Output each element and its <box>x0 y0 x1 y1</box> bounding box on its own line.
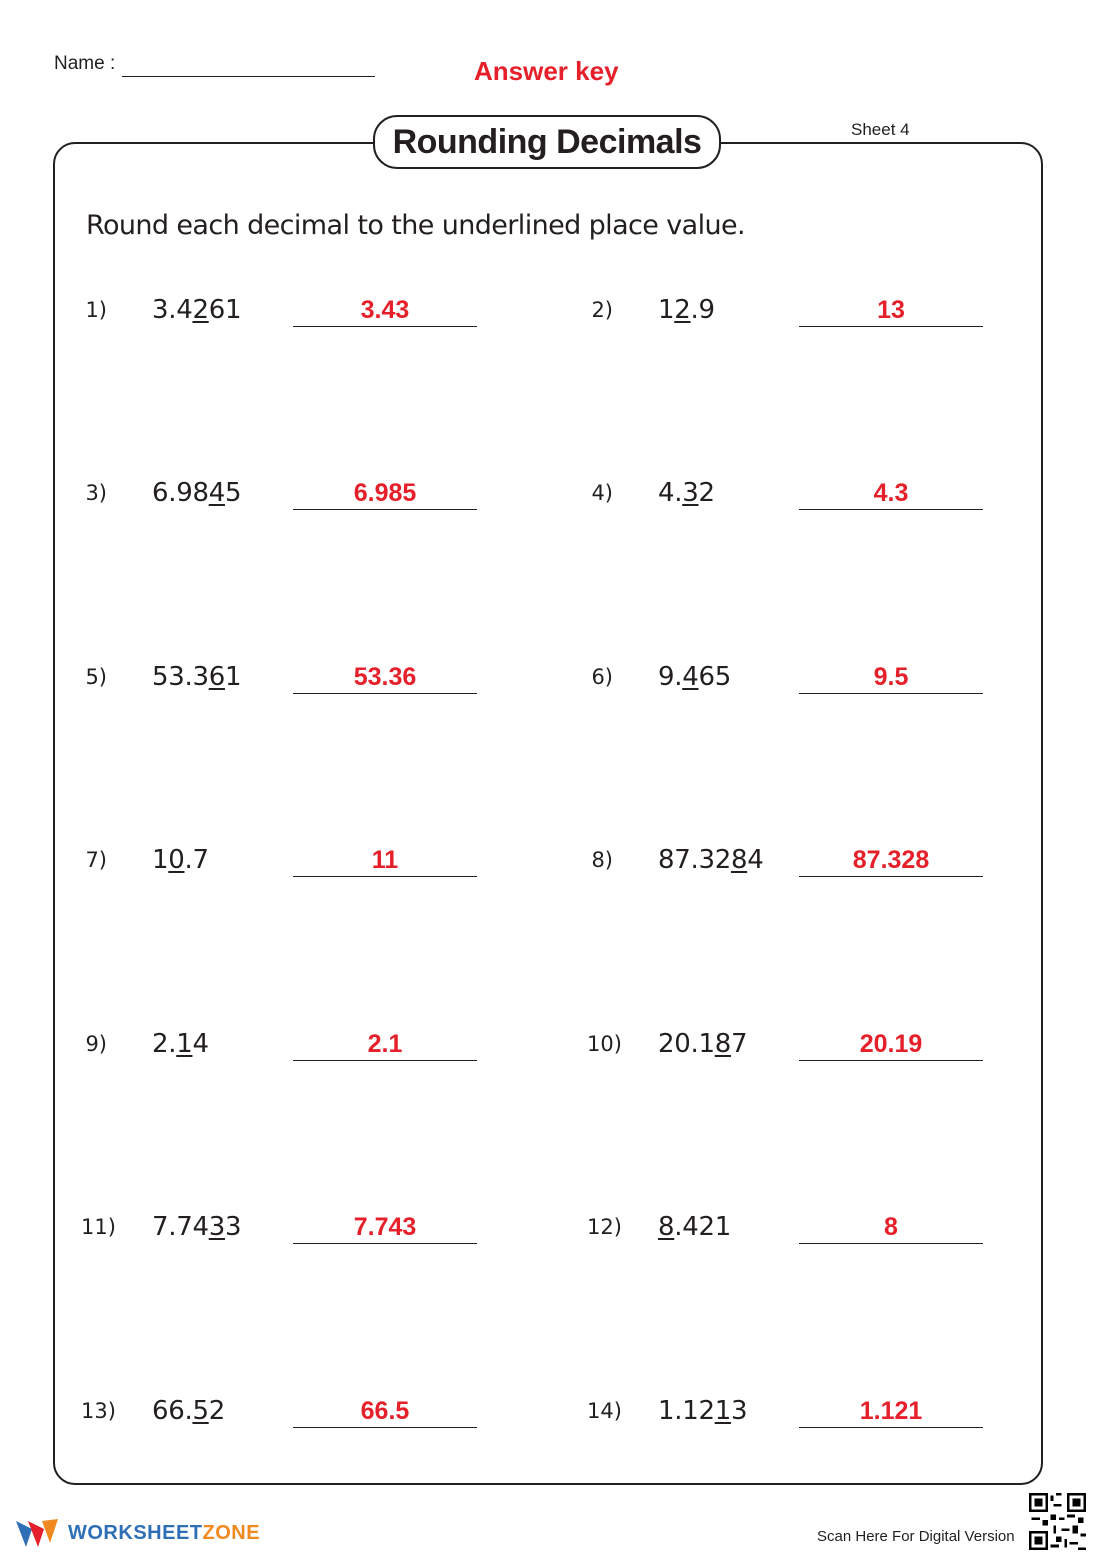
answer-text: 3.43 <box>360 296 410 324</box>
decimal-value <box>152 1211 241 1243</box>
answer-text: 7.743 <box>353 1213 417 1241</box>
problem-number: 4) <box>591 481 613 505</box>
decimal-value <box>658 1395 747 1427</box>
decimal-value <box>152 661 241 693</box>
problem-item <box>81 661 541 711</box>
decimal-digits-before: 9. <box>658 662 683 692</box>
problem-number: 7) <box>85 848 107 872</box>
decimal-digits-before: 20.1 <box>658 1029 715 1059</box>
answer-text: 2.1 <box>367 1030 403 1058</box>
scan-instruction: Scan Here For Digital Version <box>817 1528 1015 1545</box>
problem-number: 5) <box>85 665 107 689</box>
problem-item <box>81 1028 541 1078</box>
underlined-digit: 8 <box>730 845 748 875</box>
answer-line <box>293 326 477 327</box>
problem-item <box>81 294 541 344</box>
problem-item <box>587 1395 1047 1445</box>
problem-number: 12) <box>587 1215 622 1239</box>
answer-line <box>293 876 477 877</box>
problem-item <box>81 477 541 527</box>
decimal-digits-after: 65 <box>698 662 731 692</box>
page-title <box>373 115 721 169</box>
answer-line <box>293 1427 477 1428</box>
brand-name <box>68 1522 260 1545</box>
decimal-digits-before: 7.74 <box>152 1212 209 1242</box>
decimal-digits-after: 3 <box>224 1212 242 1242</box>
page-title-text: Rounding Decimals <box>392 122 702 161</box>
problem-number: 1) <box>85 298 107 322</box>
worksheetzone-logo-icon <box>14 1515 60 1551</box>
underlined-digit: 0 <box>168 845 185 875</box>
answer-text: 53.36 <box>353 663 417 691</box>
answer-text: 9.5 <box>873 663 909 691</box>
underlined-digit: 3 <box>208 1212 225 1242</box>
problem-number: 14) <box>587 1399 622 1423</box>
decimal-digits-after: 2 <box>208 1396 225 1426</box>
underlined-digit: 6 <box>208 662 225 692</box>
decimal-digits-after: 4 <box>192 1029 209 1059</box>
decimal-digits-after: .7 <box>184 845 209 875</box>
answer-line <box>799 509 983 510</box>
answer-key-label: Answer key <box>474 56 619 86</box>
answer-line <box>293 1060 477 1061</box>
problem-number: 9) <box>85 1032 107 1056</box>
decimal-value <box>152 294 241 326</box>
problem-number: 8) <box>591 848 613 872</box>
problem-item <box>587 661 1047 711</box>
answer-line <box>799 1427 983 1428</box>
answer-line <box>293 693 477 694</box>
instruction-text: Round each decimal to the underlined place value. <box>86 210 745 241</box>
decimal-value <box>152 1395 225 1427</box>
decimal-digits-before: 4. <box>658 478 683 508</box>
decimal-value <box>658 294 715 326</box>
decimal-digits-before: 53.3 <box>152 662 209 692</box>
underlined-digit: 4 <box>208 478 225 508</box>
decimal-value <box>152 477 241 509</box>
decimal-digits-after: 4 <box>747 845 764 875</box>
underlined-digit: 5 <box>192 1396 209 1426</box>
underlined-digit: 2 <box>674 295 691 325</box>
brand-name-part1: WORKSHEET <box>68 1521 203 1544</box>
answer-text: 8 <box>884 1213 898 1241</box>
decimal-digits-after: .421 <box>674 1212 731 1242</box>
sheet-number: Sheet 4 <box>851 120 910 139</box>
answer-text: 1.121 <box>859 1397 923 1425</box>
brand-name-part2: ZONE <box>202 1521 261 1544</box>
decimal-value <box>152 844 209 876</box>
underlined-digit: 2 <box>192 295 209 325</box>
answer-text: 66.5 <box>360 1397 410 1425</box>
decimal-value <box>658 1028 747 1060</box>
decimal-digits-after: 61 <box>208 295 242 325</box>
decimal-value <box>658 477 715 509</box>
problem-number: 2) <box>591 298 613 322</box>
decimal-digits-after: 7 <box>730 1029 748 1059</box>
decimal-digits-after: 5 <box>224 478 242 508</box>
decimal-value <box>658 844 763 876</box>
problem-item <box>587 1028 1047 1078</box>
problem-item <box>81 1395 541 1445</box>
answer-text: 87.328 <box>852 846 930 874</box>
decimal-digits-after: 3 <box>730 1396 748 1426</box>
decimal-digits-before: 6.98 <box>152 478 209 508</box>
underlined-digit: 1 <box>176 1029 193 1059</box>
decimal-value <box>658 1211 731 1243</box>
answer-line <box>799 326 983 327</box>
answer-line <box>293 1243 477 1244</box>
answer-line <box>799 1243 983 1244</box>
problem-item <box>81 1211 541 1261</box>
decimal-digits-before: 3.4 <box>152 295 193 325</box>
answer-text: 20.19 <box>859 1030 923 1058</box>
name-label: Name : <box>54 53 116 74</box>
decimal-digits-after: 2 <box>698 478 715 508</box>
decimal-digits-before: 1.12 <box>658 1396 715 1426</box>
problem-number: 11) <box>81 1215 116 1239</box>
decimal-digits-before: 1 <box>152 845 169 875</box>
answer-text: 6.985 <box>353 479 417 507</box>
name-blank-line <box>122 76 375 77</box>
answer-text: 11 <box>371 846 399 874</box>
decimal-digits-after: 1 <box>224 662 242 692</box>
answer-text: 13 <box>877 296 905 324</box>
answer-line <box>799 876 983 877</box>
underlined-digit: 1 <box>714 1396 731 1426</box>
problem-item <box>587 477 1047 527</box>
decimal-value <box>658 661 731 693</box>
problem-number: 6) <box>591 665 613 689</box>
decimal-value <box>152 1028 209 1060</box>
problem-number: 13) <box>81 1399 116 1423</box>
decimal-digits-before: 1 <box>658 295 675 325</box>
answer-line <box>799 693 983 694</box>
decimal-digits-before: 66. <box>152 1396 193 1426</box>
decimal-digits-before: 2. <box>152 1029 177 1059</box>
answer-text: 4.3 <box>873 479 909 507</box>
answer-line <box>293 509 477 510</box>
qr-code-icon[interactable] <box>1029 1493 1086 1550</box>
decimal-digits-after: .9 <box>690 295 715 325</box>
problem-item <box>587 844 1047 894</box>
underlined-digit: 4 <box>682 662 699 692</box>
problem-number: 10) <box>587 1032 622 1056</box>
underlined-digit: 3 <box>682 478 699 508</box>
brand-logo <box>14 1515 260 1551</box>
problem-item <box>81 844 541 894</box>
decimal-digits-before: 87.32 <box>658 845 731 875</box>
underlined-digit: 8 <box>714 1029 731 1059</box>
underlined-digit: 8 <box>658 1212 675 1242</box>
problem-item <box>587 294 1047 344</box>
problem-number: 3) <box>85 481 107 505</box>
answer-line <box>799 1060 983 1061</box>
problem-item <box>587 1211 1047 1261</box>
